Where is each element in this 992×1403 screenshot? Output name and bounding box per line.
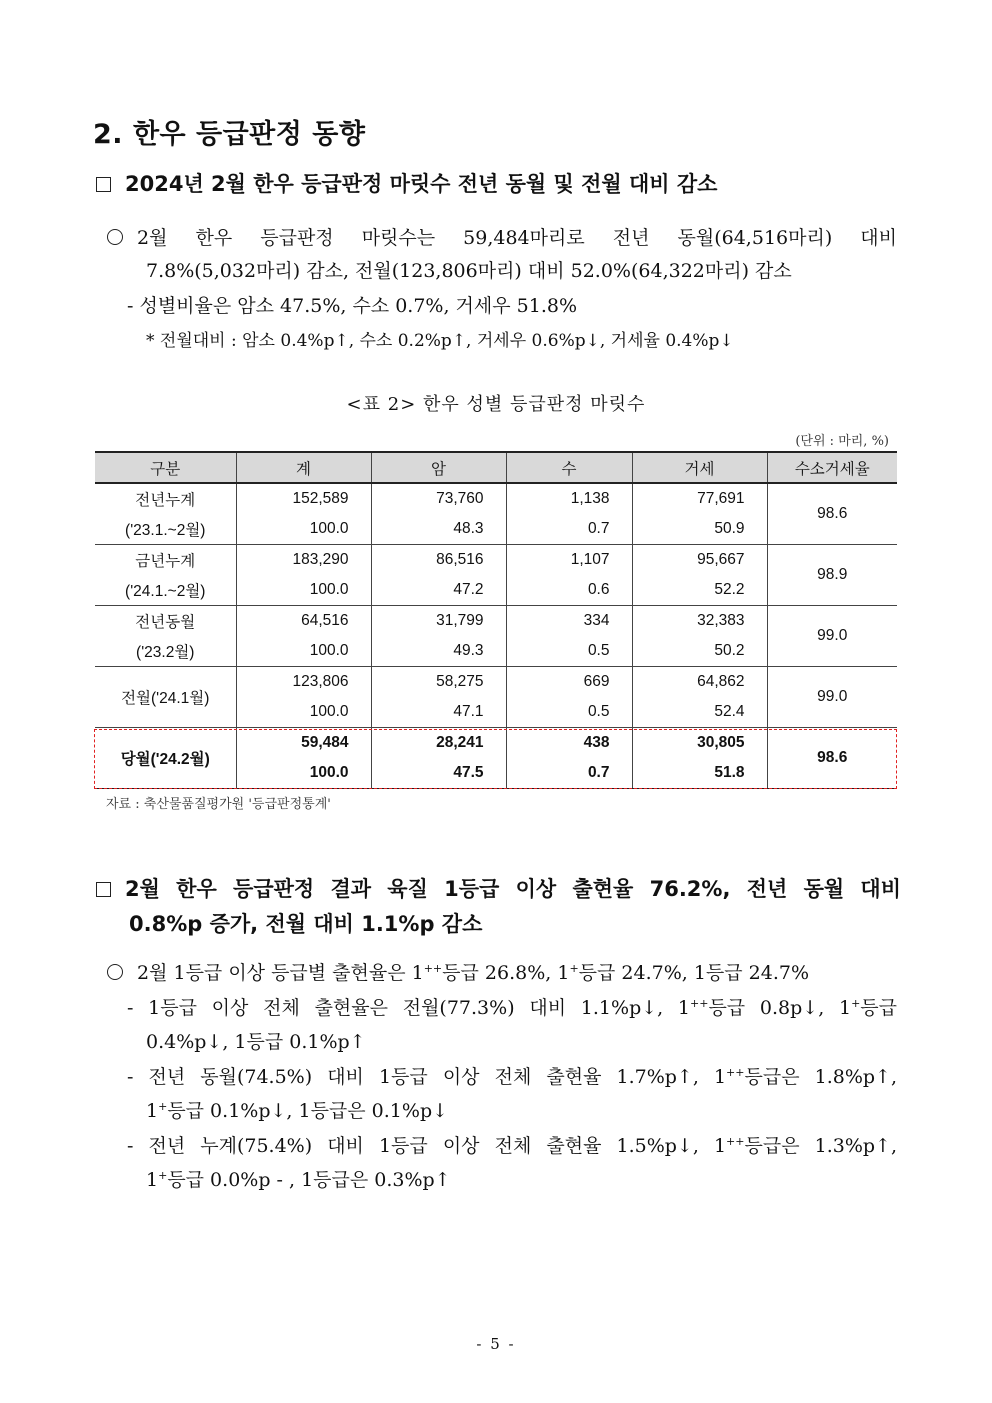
heading-marriage-count: [96, 167, 901, 202]
table-row: [95, 606, 897, 637]
table-unit: (단위 : 마리, %): [795, 434, 889, 449]
cell: 64,516: [236, 606, 371, 637]
cell: 100.0: [236, 514, 371, 545]
row-label: 전월('24.1월): [95, 667, 236, 728]
cell: 47.2: [371, 575, 506, 606]
cell: 152,589: [236, 483, 371, 514]
castration-rate-cell: 99.0: [767, 667, 897, 728]
grade-table: [95, 451, 897, 789]
cell: 58,275: [371, 667, 506, 698]
header-category: 구분: [95, 452, 236, 483]
cell: 28,241: [371, 728, 506, 759]
cell: 30,805: [632, 728, 767, 759]
cell: 0.7: [506, 758, 632, 789]
header-castrated: 거세: [632, 452, 767, 483]
cell: 73,760: [371, 483, 506, 514]
row-label: ('23.1.~2월): [95, 514, 236, 545]
cell: 64,862: [632, 667, 767, 698]
header-total: 계: [236, 452, 371, 483]
paragraph-dash: - 전년 동월(74.5%) 대비 1등급 이상 전체 출현율 1.7%p↑, 1++등급은 1.8%p↑,: [127, 1066, 898, 1088]
row-label: 금년누계: [95, 545, 236, 576]
cell: 1,138: [506, 483, 632, 514]
cell: 31,799: [371, 606, 506, 637]
cell: 0.6: [506, 575, 632, 606]
header-male: 수: [506, 452, 632, 483]
paragraph-line: 2월 1등급 이상 등급별 출현율은 1++등급 26.8%, 1+등급 24.7%, 1등급 24.7%: [107, 957, 897, 990]
cell: 32,383: [632, 606, 767, 637]
castration-rate-cell: 98.9: [767, 545, 897, 606]
paragraph-dash-cont: 1+등급 0.1%p↓, 1등급은 0.1%p↓: [146, 1100, 449, 1122]
cell: 47.1: [371, 697, 506, 728]
cell: 59,484: [236, 728, 371, 759]
paragraph-dash: - 전년 누계(75.4%) 대비 1등급 이상 전체 출현율 1.5%p↓, 1++등급은 1.3%p↑,: [127, 1135, 898, 1157]
cell: 669: [506, 667, 632, 698]
cell: 77,691: [632, 483, 767, 514]
cell: 86,516: [371, 545, 506, 576]
paragraph-dash: [127, 290, 577, 323]
cell: 100.0: [236, 575, 371, 606]
paragraph-text: 2월 한우 등급판정 마릿수는 59,484마리로 전년 동월(64,516마리) 대비: [137, 227, 897, 249]
cell: 50.2: [632, 636, 767, 667]
table-source: 자료 : 축산물품질평가원 '등급판정통계': [106, 797, 331, 812]
cell: 0.7: [506, 514, 632, 545]
page-number: - 5 -: [476, 1335, 516, 1353]
row-label: 전년동월: [95, 606, 236, 637]
row-label: ('24.1.~2월): [95, 575, 236, 606]
header-female: 암: [371, 452, 506, 483]
cell: 100.0: [236, 636, 371, 667]
cell: 0.5: [506, 636, 632, 667]
row-label: 당월('24.2월): [95, 728, 236, 789]
section-title: 2. 한우 등급판정 동향: [93, 119, 366, 150]
note-text: * 전월대비 : 암소 0.4%p↑, 수소 0.2%p↑, 거세우 0.6%p↓, 거세율 0.4%p↓: [146, 331, 734, 351]
paragraph-dash-cont: 1+등급 0.0%p - , 1등급은 0.3%p↑: [146, 1169, 451, 1191]
cell: 48.3: [371, 514, 506, 545]
table-caption: <표 2> 한우 성별 등급판정 마릿수: [346, 394, 646, 415]
paragraph-dash: - 1등급 이상 전체 출현율은 전월(77.3%) 대비 1.1%p↓, 1++등급 0.8p↓, 1+등급: [127, 997, 897, 1019]
cell: 183,290: [236, 545, 371, 576]
cell: 52.2: [632, 575, 767, 606]
heading-text: 2024년 2월 한우 등급판정 마릿수 전년 동월 및 전월 대비 감소: [125, 172, 718, 196]
table-row-current: [95, 728, 897, 759]
heading-grade-results: [96, 872, 901, 942]
cell: 51.8: [632, 758, 767, 789]
cell: 123,806: [236, 667, 371, 698]
checkbox-square-icon: [96, 177, 111, 192]
cell: 0.5: [506, 697, 632, 728]
cell: 49.3: [371, 636, 506, 667]
cell: 334: [506, 606, 632, 637]
paragraph-dash-cont: 0.4%p↓, 1등급 0.1%p↑: [146, 1031, 366, 1053]
bullet-circle-icon: [107, 964, 123, 980]
row-label: 전년누계: [95, 483, 236, 514]
paragraph-line: [107, 222, 897, 255]
paragraph-text: - 성별비율은 암소 47.5%, 수소 0.7%, 거세우 51.8%: [127, 295, 578, 317]
cell: 95,667: [632, 545, 767, 576]
row-label: ('23.2월): [95, 636, 236, 667]
table-header-row: [95, 452, 897, 483]
paragraph-line: [146, 255, 898, 288]
paragraph-note: [146, 325, 734, 358]
cell: 1,107: [506, 545, 632, 576]
castration-rate-cell: 98.6: [767, 483, 897, 545]
cell: 438: [506, 728, 632, 759]
table-row: [95, 545, 897, 576]
cell: 100.0: [236, 758, 371, 789]
heading-text: 0.8%p 증가, 전월 대비 1.1%p 감소: [129, 912, 483, 936]
castration-rate-cell: 99.0: [767, 606, 897, 667]
paragraph-text: 7.8%(5,032마리) 감소, 전월(123,806마리) 대비 52.0%(64,322마리) 감소: [146, 260, 792, 282]
cell: 47.5: [371, 758, 506, 789]
table-row: [95, 483, 897, 514]
cell: 100.0: [236, 697, 371, 728]
bullet-circle-icon: [107, 229, 123, 245]
cell: 50.9: [632, 514, 767, 545]
castration-rate-cell: 98.6: [767, 728, 897, 789]
heading-text: 2월 한우 등급판정 결과 육질 1등급 이상 출현율 76.2%, 전년 동월 대비: [125, 877, 901, 901]
table-row: [95, 667, 897, 698]
checkbox-square-icon: [96, 882, 111, 897]
cell: 52.4: [632, 697, 767, 728]
header-castration-rate: 수소거세율: [767, 452, 897, 483]
